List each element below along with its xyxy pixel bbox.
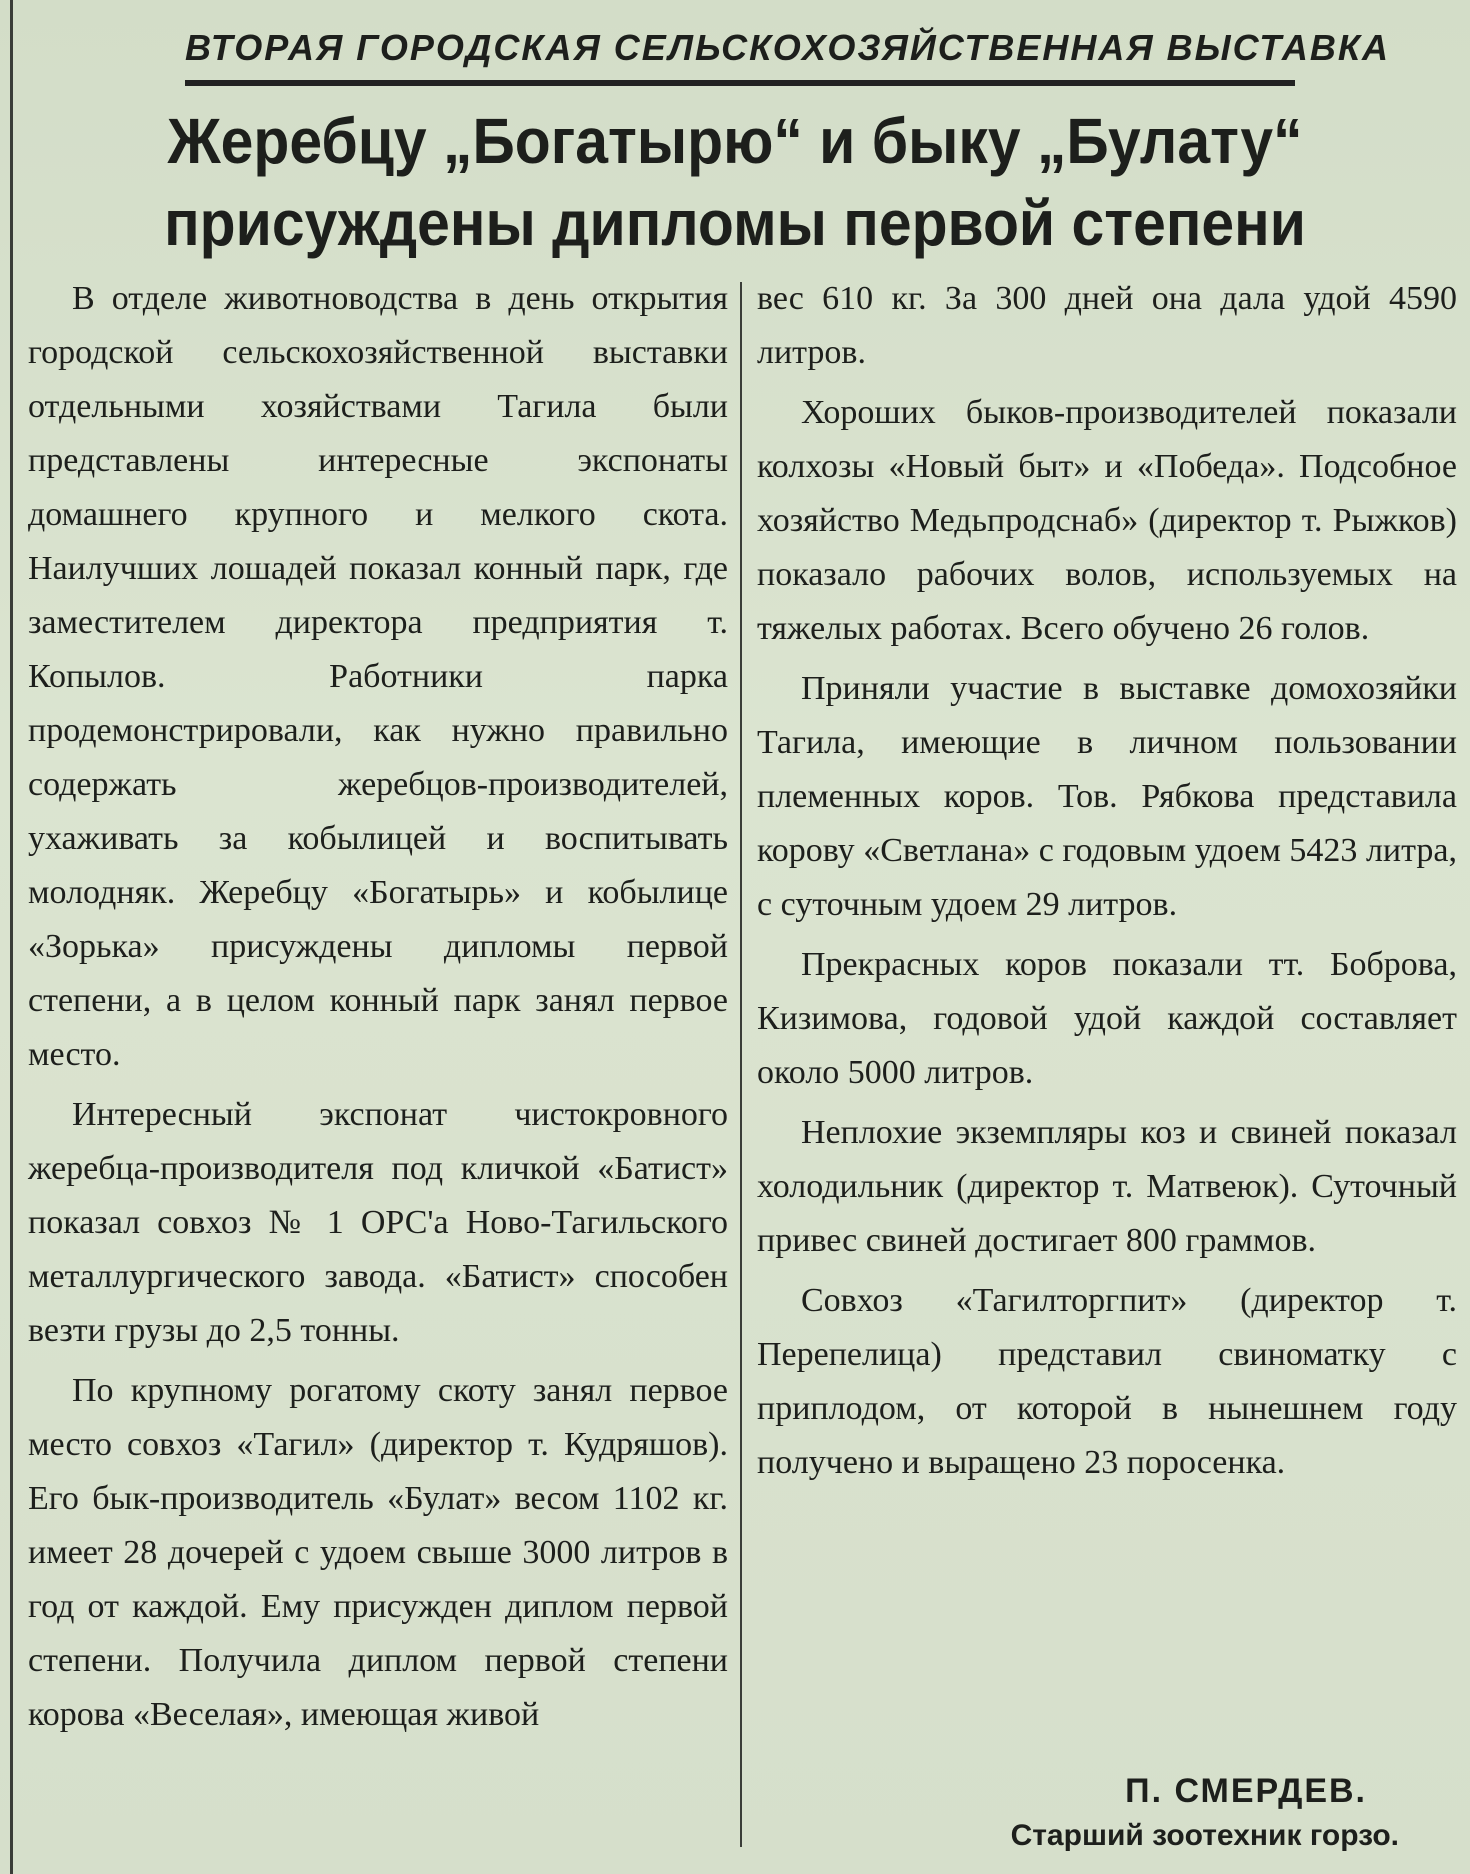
headline-line-2: присуждены дипломы первой степени (164, 187, 1306, 259)
paragraph: По крупному рогатому скоту занял первое место совхоз «Тагил» (директор т. Кудряшов). Его бык-производитель «Булат» весом 1102 кг. имеет 28 дочерей с удоем свыше 3000 литров в год от каждой. Ему присужден диплом первой степени. Получила диплом первой степени корова «Веселая», имеющая живой (28, 1372, 728, 1733)
paragraph: Приняли участие в выставке домохозяйки Тагила, имеющие в личном пользовании племенных коров. Тов. Рябкова представила корову «Светлана» с годовым удоем 5423 литра, с суточным удоем 29 литров. (757, 670, 1457, 923)
article-column-left (28, 272, 728, 1748)
rubric-banner (185, 22, 1390, 86)
paragraph: Хороших быков-производителей показали колхозы «Новый быт» и «Победа». Подсобное хозяйство Медьпродснаб» (директор т. Рыжков) показало рабочих волов, используемых на тяжелых работах. Всего обучено 26 голов. (757, 394, 1457, 647)
article-column-right (757, 272, 1457, 1496)
paragraph: Совхоз «Тагилторгпит» (директор т. Перепелица) представил свиноматку с приплодом, от которой в нынешнем году получено и выращено 23 поросенка. (757, 1282, 1457, 1481)
author-signature (757, 1768, 1457, 1858)
article-headline (114, 100, 1356, 264)
author-name: П. СМЕРДЕВ. (1125, 1772, 1367, 1810)
page-edge-rule (10, 0, 13, 1874)
column-divider (740, 282, 742, 1847)
paragraph: Неплохие экземпляры коз и свиней показал холодильник (директор т. Матвеюк). Суточный привес свиней достигает 800 граммов. (757, 1114, 1457, 1259)
paragraph: В отделе животноводства в день открытия городской сельскохозяйственной выставки отдельными хозяйствами Тагила были представлены интересные экспонаты домашнего крупного и мелкого скота. Наилучших лошадей показал конный парк, где заместителем директора предприятия т. Копылов. Работники парка продемонстрировали, как нужно правильно содержать жеребцов-производителей, ухаживать за кобылицей и воспитывать молодняк. Жеребцу «Богатырь» и кобылице «Зорька» присуждены дипломы первой степени, а в целом конный парк занял первое место. (28, 280, 728, 1073)
headline-line-1: Жеребцу „Богатырю“ и быку „Булату“ (167, 105, 1303, 177)
rubric-text: ВТОРАЯ ГОРОДСКАЯ СЕЛЬСКОХОЗЯЙСТВЕННАЯ ВЫСТАВКА (185, 27, 1390, 68)
paragraph: Интересный экспонат чистокровного жеребца-производителя под кличкой «Батист» показал совхоз № 1 ОРС'а Ново-Тагильского металлургического завода. «Батист» способен везти грузы до 2,5 тонны. (28, 1096, 728, 1349)
author-title: Старший зоотехник горзо. (1010, 1819, 1399, 1852)
paragraph-continuation: вес 610 кг. За 300 дней она дала удой 4590 литров. (757, 280, 1457, 371)
paragraph: Прекрасных коров показали тт. Боброва, Кизимова, годовой удой каждой составляет около 5000 литров. (757, 946, 1457, 1091)
